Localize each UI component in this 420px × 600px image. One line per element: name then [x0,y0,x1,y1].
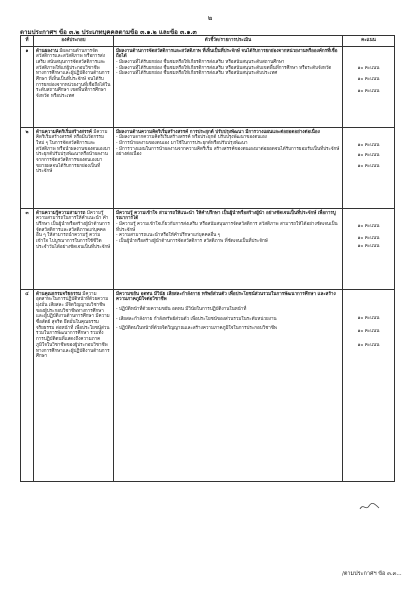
indicator-title: มีความรู้ ความเข้าใจ สามารถให้แนะนำ ให้คำปรึกษา เป็นผู้นำหรือสร้างผู้นำ อย่างชัดเจนเป็นที่ประจักษ์ เพื่อการบูรณาการได้ [116,210,336,222]
indicator-item: - มีการนำผลงานของตนเอง มาใช้ในการประยุกต์หรือปรับปรุงพัฒนา [116,140,248,146]
component-title: ด้านความรู้ความสามารถ [36,210,86,216]
score-value: ๑๐ คะแนน [357,77,380,83]
indicator-cell [114,128,343,209]
indicator-title: มีความขยัน อดทน มีวินัย เสียสละกำลังกาย ทรัพย์ส่วนตัว เพื่อประโยชน์ส่วนรวมในการพัฒนาการศึกษา และสร้างความภาคภูมิใจต่อวิชาชีพ [116,291,336,303]
score-cell [343,290,395,482]
evaluation-table [20,35,395,482]
header-score: คะแนน [343,36,395,47]
row-number: ๒ [21,128,34,209]
score-value: ๑๐ คะแนน [357,153,380,159]
indicator-cell [114,47,343,128]
score-value: ๑๐ คะแนน [357,142,380,148]
indicator-item: - มีการวางแผนในการนำผลงานจากความคิดริเริ่ม สร้างสรรค์ของตนเองมาต่อยอดจนได้รับการยอมรับเป็นที่ประจักษ์อย่างต่อเนื่อง [116,146,340,158]
table-row [21,209,395,290]
page-number: ๒ [207,14,213,22]
score-value: ๑๐ คะแนน [357,65,380,71]
component-title: ด้านคุณธรรมจริยธรรม [36,291,81,297]
indicator-item: - มีความรู้ ความเข้าใจเกี่ยวกับการส่งเสริม หรือสนับสนุนการจัดสวัสดิการ สวัสดิภาพ สามารถให้ได้อย่างชัดเจนเป็นที่ประจักษ์ [116,221,338,233]
score-cell [343,128,395,209]
indicator-cell [114,209,343,290]
indicator-cell [114,290,343,482]
row-number: ๔ [21,290,34,482]
component-cell [34,47,114,128]
component-cell [34,290,114,482]
score-value: ๑๐ คะแนน [357,329,380,335]
component-title: ด้านความคิดริเริ่มสร้างสรรค์ [36,129,92,135]
indicator-item: - ความสามารถแนะนำหรือให้คำปรึกษาแก่บุคคลอื่น ๆ [116,233,221,239]
indicator-item: - เสียสละกำลังกาย กำลังทรัพย์ส่วนตัว เพื่อประโยชน์ของส่วนรวมในระดับหน่วยงาน [116,316,277,322]
table-row [21,47,395,128]
indicator-item: - มีผลงานที่ได้รับยกย่อง ชื่นชมหรือให้เกียรติการส่งเสริม หรือสนับสนุนระดับเขตพื้นที่การศึกษา หรือระดับจังหวัด [116,65,332,71]
table-row [21,128,395,209]
score-value: ๑๐ คะแนน [357,243,380,249]
component-text: มีความอุตสาหะในการปฏิบัติหน้าที่ด้วยความมุ่งมั่น เสียสละ มีจิตวิญญาณวิชาชีพ ของผู้ประกอบวิชาชีพทางการศึกษาและผู้ปฏิบัติงานด้านการศึกษา มีความซื่อสัตย์ สุจริต ยึดมั่นในคุณธรรม จริยธรรม ต่อหน้าที่ เพื่อประโยชน์ส่วนรวมในการพัฒนาการศึกษา รวมทั้งการปฏิบัติตนที่แสดงถึงความภาคภูมิใจในวิชาชีพของผู้ประกอบวิชาชีพทางการศึกษาและผู้ปฏิบัติงานด้านการศึกษา [36,291,110,360]
component-cell [34,209,114,290]
score-value: ๑๐ คะแนน [357,342,380,348]
header-indicator: ตัวชี้วัด/รายการประเมิน [114,36,343,47]
row-number: ๓ [21,209,34,290]
signature-mark [359,502,381,512]
score-value: ๑๐ คะแนน [357,163,380,169]
score-cell [343,209,395,290]
indicator-item: - ปฏิบัติหน้าที่ด้วยความขยัน อดทน มีวินัยในการปฏิบัติงานในหน้าที่ [116,306,247,312]
indicator-title: มีผลงานด้านการจัดสวัสดิการและสวัสดิภาพ ที่เห็นเป็นที่ประจักษ์ จนได้รับการยกย่องจากหน่วยงานหรือองค์กรที่เชื่อถือได้ [116,48,338,60]
section-heading: ตามประกาศฯ ข้อ ๓.๒ ประเภทบุคคลตามข้อ ๓.๑.๒ และข้อ ๓.๑.๓ [20,29,197,36]
component-title: ด้านผลงาน [36,48,58,54]
table-row [21,290,395,482]
score-cell [343,47,395,128]
indicator-item: - ปฏิบัติตนในหน้าที่ด้วยจิตวิญญาณและสร้างความภาคภูมิใจในการประกอบวิชาชีพ [116,326,277,332]
header-component: องค์ประกอบ [34,36,114,47]
score-value: ๑๐ คะแนน [357,223,380,229]
score-value: ๑๐ คะแนน [357,88,380,94]
component-text: มีความรู้ความสามารถในการให้คำแนะนำ คำปรึกษา เป็นผู้นำหรือสร้างผู้นำด้านการจัดสวัสดิการและสวัสดิภาพแก่บุคคลอื่น ๆ ให้สามารถนำความรู้ ความเข้าใจ ไปบูรณาการในการใช้ชีวิตประจำวันได้อย่างชัดเจนเป็นที่ประจักษ์ [36,210,111,250]
indicator-item: - มีผลงานที่ได้รับยกย่อง ชื่นชมหรือให้เกียรติการส่งเสริม หรือสนับสนุนระดับสถานศึกษา [116,59,285,65]
component-cell [34,128,114,209]
header-no: ที่ [21,36,34,47]
component-text: มีผลงานด้านการจัดสวัสดิการและสวัสดิภาพ หรือการส่งเสริม สนับสนุนการจัดสวัสดิการและสวัสดิภาพให้แก่ผู้ประกอบวิชาชีพทางการศึกษาและผู้ปฏิบัติงานด้านการศึกษา ที่เห็นเป็นที่ประจักษ์ จนได้รับการยกย่องจากหน่วยงานที่เชื่อถือได้ในระดับสถานศึกษา เขตพื้นที่การศึกษา จังหวัด หรือประเทศ [36,48,111,100]
indicator-title: มีผลงานด้านความคิดริเริ่มสร้างสรรค์ การประยุกต์ ปรับปรุงพัฒนา มีการวางแผนและต่อยอดอย่างต่อเนื่อง [116,129,320,135]
table-header-row [21,36,395,47]
indicator-item: - มีผลงานที่ได้รับยกย่อง ชื่นชมหรือให้เกียรติการส่งเสริม หรือสนับสนุนระดับประเทศ [116,71,278,77]
score-value: ๑๐ คะแนน [357,236,380,242]
score-value: ๑๐ คะแนน [357,315,380,321]
indicator-item: - มีผลงานจากความคิดริเริ่มสร้างสรรค์ หรือประยุกต์ ปรับปรุงพัฒนาของตนเอง [116,135,267,141]
row-number: ๑ [21,47,34,128]
component-text: มีความคิดริเริ่มสร้างสรรค์ หรือมีนวัตกรรมใหม่ ๆ ในการจัดสวัสดิการและสวัสดิภาพ หรือนำผลงานของตนเองมาประยุกต์ปรับปรุงพัฒนาหรือนำผลงานจากการจัดสวัสดิการของตนเองมาขยายผลจนได้รับการยกย่องเป็นที่ประจักษ์ [36,129,111,175]
indicator-item: - เป็นผู้นำหรือสร้างผู้นำด้านการจัดสวัสดิการ สวัสดิภาพ ที่ชัดเจนเป็นที่ประจักษ์ [116,239,268,245]
continuation-note: /ตามประกาศฯ ข้อ ๓.๓... [342,571,402,577]
